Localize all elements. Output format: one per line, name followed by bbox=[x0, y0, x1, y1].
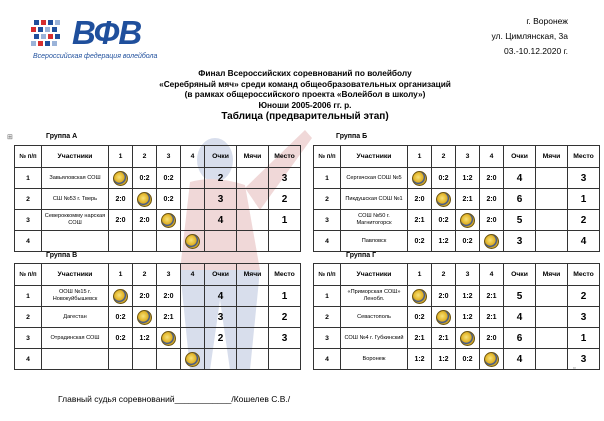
match-score bbox=[181, 328, 205, 349]
table-header-row bbox=[15, 146, 301, 168]
column-header-points: Очки bbox=[205, 146, 237, 168]
team-name: СОШ №4 г. Губкинский bbox=[341, 328, 408, 349]
table-row bbox=[314, 231, 600, 252]
row-number: 1 bbox=[15, 286, 42, 307]
match-score: 1:2 bbox=[133, 328, 157, 349]
match-score: 1:2 bbox=[456, 168, 480, 189]
match-score: 0:2 bbox=[456, 231, 480, 252]
header-line-1: Финал Всероссийских соревнований по волейболу bbox=[198, 68, 412, 78]
table-header-row bbox=[314, 146, 600, 168]
table-row bbox=[15, 328, 301, 349]
volleyball-icon bbox=[412, 171, 427, 186]
match-score bbox=[109, 231, 133, 252]
match-score bbox=[109, 349, 133, 370]
points-cell: 2 bbox=[205, 168, 237, 189]
diagonal-cell bbox=[109, 168, 133, 189]
match-score bbox=[133, 349, 157, 370]
balls-cell bbox=[536, 286, 568, 307]
group-title: Группа В bbox=[46, 252, 78, 259]
group-table bbox=[313, 145, 600, 252]
table-move-handle[interactable]: ⊞ bbox=[7, 134, 13, 141]
row-number: 4 bbox=[314, 231, 341, 252]
column-header-c2: 2 bbox=[432, 264, 456, 286]
volleyball-icon bbox=[185, 234, 200, 249]
row-number: 3 bbox=[15, 210, 42, 231]
column-header-c2: 2 bbox=[133, 264, 157, 286]
volleyball-icon bbox=[484, 352, 499, 367]
balls-cell bbox=[237, 328, 269, 349]
place-cell: 2 bbox=[269, 189, 301, 210]
points-cell: 6 bbox=[504, 189, 536, 210]
balls-cell bbox=[237, 349, 269, 370]
row-number: 1 bbox=[314, 168, 341, 189]
place-cell: 3 bbox=[269, 168, 301, 189]
row-number: 2 bbox=[314, 189, 341, 210]
table-row bbox=[15, 210, 301, 231]
balls-cell bbox=[536, 349, 568, 370]
diagonal-cell bbox=[456, 328, 480, 349]
column-header-place: Место bbox=[269, 264, 301, 286]
group-table bbox=[14, 145, 301, 252]
logo-subtitle: Всероссийская федерация волейбола bbox=[33, 53, 158, 60]
balls-cell bbox=[237, 168, 269, 189]
column-header-balls: Мячи bbox=[536, 146, 568, 168]
address-dates: 03.-10.12.2020 г. bbox=[504, 46, 568, 56]
header-line-4: Юноши 2005-2006 гг. р. bbox=[258, 99, 352, 110]
points-cell: 4 bbox=[205, 210, 237, 231]
team-name: Дагестан bbox=[42, 307, 109, 328]
column-header-num: № п/п bbox=[314, 146, 341, 168]
table-header-row bbox=[15, 264, 301, 286]
match-score bbox=[133, 231, 157, 252]
team-name: Воронеж bbox=[341, 349, 408, 370]
column-header-balls: Мячи bbox=[237, 264, 269, 286]
volleyball-icon bbox=[460, 331, 475, 346]
column-header-c4: 4 bbox=[480, 264, 504, 286]
team-name: ООШ №15 г. Новокуйбышевск bbox=[42, 286, 109, 307]
balls-cell bbox=[536, 210, 568, 231]
match-score: 2:0 bbox=[133, 286, 157, 307]
match-score: 2:1 bbox=[157, 307, 181, 328]
column-header-team: Участники bbox=[42, 264, 109, 286]
team-name: Североккомму нарская СОШ bbox=[42, 210, 109, 231]
match-score: 0:2 bbox=[408, 307, 432, 328]
table-row bbox=[314, 189, 600, 210]
diagonal-cell bbox=[109, 286, 133, 307]
column-header-team: Участники bbox=[42, 146, 109, 168]
column-header-team: Участники bbox=[341, 146, 408, 168]
diagonal-cell bbox=[456, 210, 480, 231]
team-name: Севастополь bbox=[341, 307, 408, 328]
document-header bbox=[150, 68, 460, 123]
signature-line: Главный судья соревнований____________/Кошелев С.В./ bbox=[58, 394, 291, 404]
diagonal-cell bbox=[181, 231, 205, 252]
row-number: 3 bbox=[15, 328, 42, 349]
balls-cell bbox=[536, 168, 568, 189]
match-score bbox=[181, 307, 205, 328]
column-header-c1: 1 bbox=[408, 146, 432, 168]
volleyball-icon bbox=[436, 192, 451, 207]
diagonal-cell bbox=[480, 231, 504, 252]
column-header-points: Очки bbox=[504, 264, 536, 286]
column-header-num: № п/п bbox=[15, 146, 42, 168]
balls-cell bbox=[536, 328, 568, 349]
column-header-c3: 3 bbox=[456, 146, 480, 168]
row-number: 4 bbox=[15, 349, 42, 370]
table-row bbox=[314, 210, 600, 231]
row-number: 4 bbox=[15, 231, 42, 252]
place-cell: 1 bbox=[568, 189, 600, 210]
volleyball-icon bbox=[137, 310, 152, 325]
match-score: 2:0 bbox=[480, 168, 504, 189]
table-row bbox=[15, 307, 301, 328]
diagonal-cell bbox=[157, 328, 181, 349]
row-number: 2 bbox=[314, 307, 341, 328]
column-header-c3: 3 bbox=[456, 264, 480, 286]
table-header-row bbox=[314, 264, 600, 286]
diagonal-cell bbox=[181, 349, 205, 370]
column-header-c1: 1 bbox=[109, 146, 133, 168]
match-score: 2:0 bbox=[480, 210, 504, 231]
header-line-3: (в рамках общероссийского проекта «Волейбол в школу») bbox=[184, 89, 426, 99]
balls-cell bbox=[237, 189, 269, 210]
volleyball-icon bbox=[113, 289, 128, 304]
volleyball-icon bbox=[460, 213, 475, 228]
place-cell: 3 bbox=[568, 168, 600, 189]
column-header-num: № п/п bbox=[15, 264, 42, 286]
match-score: 0:2 bbox=[432, 210, 456, 231]
logo-text: ВФВ bbox=[72, 14, 142, 51]
points-cell: 3 bbox=[504, 231, 536, 252]
team-name: Отрадинская СОШ bbox=[42, 328, 109, 349]
place-cell: 1 bbox=[269, 210, 301, 231]
match-score: 1:2 bbox=[456, 286, 480, 307]
points-cell: 4 bbox=[504, 168, 536, 189]
match-score: 0:2 bbox=[157, 189, 181, 210]
match-score: 0:2 bbox=[432, 168, 456, 189]
place-cell: 3 bbox=[568, 307, 600, 328]
place-cell: 1 bbox=[269, 286, 301, 307]
table-row bbox=[314, 349, 600, 370]
column-header-c1: 1 bbox=[109, 264, 133, 286]
team-name: Завьяловская СОШ bbox=[42, 168, 109, 189]
table-row bbox=[15, 189, 301, 210]
table-row bbox=[15, 231, 301, 252]
table-row bbox=[15, 349, 301, 370]
match-score: 0:2 bbox=[157, 168, 181, 189]
match-score: 1:2 bbox=[456, 307, 480, 328]
column-header-balls: Мячи bbox=[536, 264, 568, 286]
row-number: 2 bbox=[15, 307, 42, 328]
place-cell: 1 bbox=[568, 328, 600, 349]
match-score: 0:2 bbox=[456, 349, 480, 370]
match-score: 1:2 bbox=[432, 231, 456, 252]
match-score bbox=[157, 349, 181, 370]
column-header-c4: 4 bbox=[480, 146, 504, 168]
team-name: Сергачская СОШ №5 bbox=[341, 168, 408, 189]
place-cell: 3 bbox=[269, 328, 301, 349]
match-score: 2:0 bbox=[480, 189, 504, 210]
team-name bbox=[42, 231, 109, 252]
match-score: 2:1 bbox=[408, 210, 432, 231]
column-header-team: Участники bbox=[341, 264, 408, 286]
match-score: 2:0 bbox=[480, 328, 504, 349]
diagonal-cell bbox=[408, 286, 432, 307]
row-number: 3 bbox=[314, 328, 341, 349]
balls-cell bbox=[237, 307, 269, 328]
table-row bbox=[314, 328, 600, 349]
match-score: 2:0 bbox=[109, 189, 133, 210]
match-score bbox=[181, 168, 205, 189]
group-title: Группа Г bbox=[346, 252, 377, 259]
row-number: 4 bbox=[314, 349, 341, 370]
table-row bbox=[15, 168, 301, 189]
match-score: 2:0 bbox=[133, 210, 157, 231]
column-header-c2: 2 bbox=[133, 146, 157, 168]
group-title: Группа Б bbox=[336, 133, 368, 140]
match-score: 2:1 bbox=[408, 328, 432, 349]
match-score: 2:1 bbox=[432, 328, 456, 349]
row-number: 2 bbox=[15, 189, 42, 210]
diagonal-cell bbox=[408, 168, 432, 189]
table-row bbox=[314, 286, 600, 307]
address-street: ул. Цимлянская, 3а bbox=[491, 31, 568, 41]
row-number: 3 bbox=[314, 210, 341, 231]
match-score bbox=[157, 231, 181, 252]
points-cell bbox=[205, 349, 237, 370]
address-block bbox=[491, 14, 568, 59]
team-name: Павловск bbox=[341, 231, 408, 252]
column-header-c2: 2 bbox=[432, 146, 456, 168]
header-line-2: «Серебряный мяч» среди команд общеобразовательных организаций bbox=[159, 78, 451, 89]
match-score: 0:2 bbox=[109, 328, 133, 349]
column-header-c3: 3 bbox=[157, 264, 181, 286]
balls-cell bbox=[237, 210, 269, 231]
diagonal-cell bbox=[157, 210, 181, 231]
match-score: 2:0 bbox=[109, 210, 133, 231]
match-score bbox=[181, 286, 205, 307]
place-cell bbox=[269, 349, 301, 370]
column-header-c1: 1 bbox=[408, 264, 432, 286]
points-cell: 3 bbox=[205, 307, 237, 328]
balls-cell bbox=[536, 231, 568, 252]
address-city: г. Воронеж bbox=[526, 16, 568, 26]
column-header-place: Место bbox=[568, 146, 600, 168]
volleyball-icon bbox=[436, 310, 451, 325]
points-cell: 2 bbox=[205, 328, 237, 349]
place-cell: 2 bbox=[269, 307, 301, 328]
balls-cell bbox=[237, 286, 269, 307]
points-cell: 5 bbox=[504, 286, 536, 307]
group-title: Группа А bbox=[46, 133, 78, 140]
points-cell: 4 bbox=[504, 349, 536, 370]
balls-cell bbox=[536, 189, 568, 210]
volleyball-icon bbox=[412, 289, 427, 304]
column-header-num: № п/п bbox=[314, 264, 341, 286]
match-score: 0:2 bbox=[133, 168, 157, 189]
column-header-points: Очки bbox=[504, 146, 536, 168]
points-cell: 4 bbox=[205, 286, 237, 307]
place-cell bbox=[269, 231, 301, 252]
table-row bbox=[314, 168, 600, 189]
column-header-c3: 3 bbox=[157, 146, 181, 168]
points-cell: 4 bbox=[504, 307, 536, 328]
column-header-points: Очки bbox=[205, 264, 237, 286]
place-cell: 2 bbox=[568, 286, 600, 307]
group-table bbox=[313, 263, 600, 370]
team-name: СОШ №50 г. Магнитогорск bbox=[341, 210, 408, 231]
match-score: 2:0 bbox=[157, 286, 181, 307]
match-score: 2:1 bbox=[456, 189, 480, 210]
column-header-place: Место bbox=[269, 146, 301, 168]
diagonal-cell bbox=[432, 189, 456, 210]
volleyball-icon bbox=[113, 171, 128, 186]
match-score: 1:2 bbox=[432, 349, 456, 370]
column-header-balls: Мячи bbox=[237, 146, 269, 168]
diagonal-cell bbox=[480, 349, 504, 370]
volleyball-icon bbox=[185, 352, 200, 367]
column-header-c4: 4 bbox=[181, 146, 205, 168]
match-score bbox=[181, 189, 205, 210]
match-score: 0:2 bbox=[109, 307, 133, 328]
match-score: 2:0 bbox=[432, 286, 456, 307]
volleyball-icon bbox=[161, 331, 176, 346]
table-row bbox=[15, 286, 301, 307]
diagonal-cell bbox=[133, 189, 157, 210]
place-cell: 2 bbox=[568, 210, 600, 231]
table-resize-handle[interactable]: ▫ bbox=[573, 365, 576, 372]
volleyball-icon bbox=[161, 213, 176, 228]
column-header-place: Место bbox=[568, 264, 600, 286]
points-cell bbox=[205, 231, 237, 252]
points-cell: 3 bbox=[205, 189, 237, 210]
row-number: 1 bbox=[314, 286, 341, 307]
header-line-5: Таблица (предварительный этап) bbox=[221, 111, 389, 122]
points-cell: 5 bbox=[504, 210, 536, 231]
match-score: 2:0 bbox=[408, 189, 432, 210]
team-name: «Приморская СОШ» Ленобл. bbox=[341, 286, 408, 307]
place-cell: 4 bbox=[568, 231, 600, 252]
team-name bbox=[42, 349, 109, 370]
team-name: СШ №53 г. Тверь bbox=[42, 189, 109, 210]
points-cell: 6 bbox=[504, 328, 536, 349]
match-score: 0:2 bbox=[408, 231, 432, 252]
diagonal-cell bbox=[432, 307, 456, 328]
match-score: 2:1 bbox=[480, 286, 504, 307]
place-cell: 3 bbox=[568, 349, 600, 370]
balls-cell bbox=[237, 231, 269, 252]
group-table bbox=[14, 263, 301, 370]
table-row bbox=[314, 307, 600, 328]
match-score: 1:2 bbox=[408, 349, 432, 370]
match-score bbox=[181, 210, 205, 231]
team-name: Пикдушская СОШ №1 bbox=[341, 189, 408, 210]
volleyball-icon bbox=[484, 234, 499, 249]
column-header-c4: 4 bbox=[181, 264, 205, 286]
diagonal-cell bbox=[133, 307, 157, 328]
balls-cell bbox=[536, 307, 568, 328]
row-number: 1 bbox=[15, 168, 42, 189]
match-score: 2:1 bbox=[480, 307, 504, 328]
volleyball-icon bbox=[137, 192, 152, 207]
